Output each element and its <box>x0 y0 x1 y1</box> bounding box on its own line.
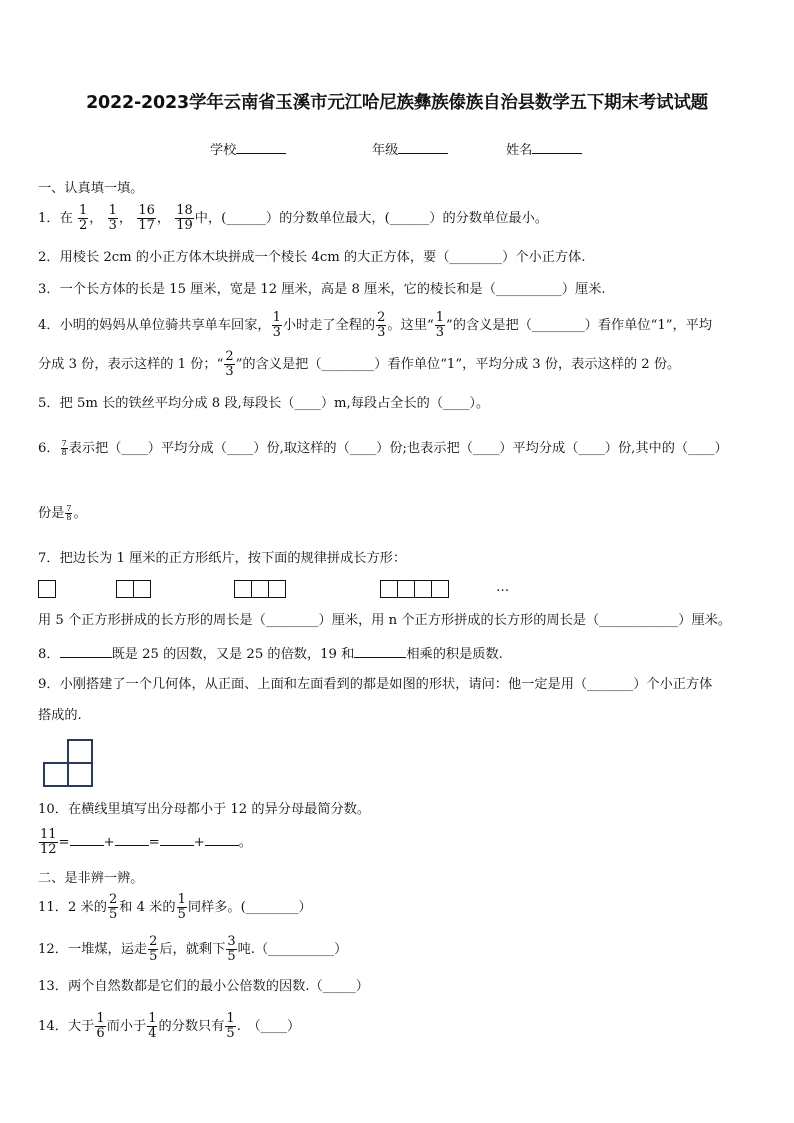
fraction: $\frac{1}{5}$ <box>226 1011 235 1041</box>
question-2: 2．用棱长 2cm 的小正方体木块拼成一个棱长 4cm 的大正方体，要（________）个小正方体. <box>38 250 586 265</box>
square <box>431 580 449 598</box>
question-11: 11．2 米的 $\frac{2}{5}$ 和 4 米的 $\frac{1}{5}$ 同样多。(________） <box>38 892 312 922</box>
fraction: $\frac{2}{5}$ <box>149 934 158 964</box>
answer-blank[interactable] <box>205 833 239 846</box>
square <box>251 580 269 598</box>
question-9-line-1: 9．小刚搭建了一个几何体，从正面、上面和左面看到的都是如图的形状，请问：他一定是用（_______）个小正方体 <box>38 677 713 692</box>
square <box>43 762 69 787</box>
question-5: 5．把 5m 长的铁丝平均分成 8 段,每段长（____）m,每段占全长的（____）。 <box>38 396 490 411</box>
fraction: $\frac{1}{6}$ <box>96 1011 105 1041</box>
question-14: 14．大于 $\frac{1}{6}$ 而小于 $\frac{1}{4}$ 的分数只有 $\frac{1}{5}$ . （____） <box>38 1011 301 1041</box>
answer-blank[interactable] <box>160 833 194 846</box>
section-1-heading: 一、认真填一填。 <box>38 181 144 196</box>
square <box>116 580 134 598</box>
square <box>268 580 286 598</box>
question-4-line-2: 分成 3 份，表示这样的 1 份；“ $\frac{2}{3}$ ”的含义是把（________）看作单位“1”，平均分成 3 份，表示这样的 2 份。 <box>38 349 681 379</box>
grade-label: 年级 <box>372 143 399 158</box>
page-title: 2022-2023学年云南省玉溪市元江哈尼族彝族傣族自治县数学五下期末考试试题 <box>86 93 708 113</box>
fraction: $\frac{1}{3}$ <box>435 310 445 340</box>
school-field <box>210 141 286 159</box>
school-label: 学校 <box>210 143 237 158</box>
answer-blank[interactable] <box>60 645 112 658</box>
fraction: $\frac{1}{3}$ <box>108 203 117 233</box>
square <box>67 762 93 787</box>
grade-field <box>372 141 448 159</box>
fraction: $\frac{7}{8}$ <box>61 439 67 457</box>
question-4-line-1: 4．小明的妈妈从单位骑共享单车回家， $\frac{1}{3}$ 小时走了全程的 $\frac{2}{3}$ 。这里“ $\frac{1}{3}$ ”的含义是把（________）看作单位“1”，平均 <box>38 310 713 340</box>
square <box>234 580 252 598</box>
square <box>38 580 56 598</box>
question-7: 7．把边长为 1 厘米的正方形纸片，按下面的规律拼成长方形： <box>38 551 407 566</box>
fraction: $\frac{2}{3}$ <box>225 349 234 379</box>
answer-blank[interactable] <box>70 833 104 846</box>
fraction: $\frac{1}{2}$ <box>78 203 88 233</box>
question-13: 13．两个自然数都是它们的最小公倍数的因数.（_____） <box>38 979 369 994</box>
fraction: $\frac{1}{4}$ <box>148 1011 157 1041</box>
name-label: 姓名 <box>506 143 533 158</box>
fraction: $\frac{11}{12}$ <box>40 827 57 857</box>
square <box>133 580 151 598</box>
name-field <box>506 141 582 159</box>
square <box>67 739 93 764</box>
fraction: $\frac{18}{19}$ <box>176 203 193 233</box>
fraction: $\frac{1}{5}$ <box>177 892 186 922</box>
square <box>414 580 432 598</box>
ellipsis: … <box>496 580 510 595</box>
question-9-line-2: 搭成的. <box>38 708 82 723</box>
question-10-equation: $\frac{11}{12}$ = + = + 。 <box>40 827 252 857</box>
question-10: 10．在横线里填写出分母都小于 12 的异分母最简分数。 <box>38 802 371 817</box>
fraction: $\frac{3}{5}$ <box>227 934 236 964</box>
grade-blank[interactable] <box>398 141 448 154</box>
question-6-line-2: 份是 $\frac{7}{8}$ 。 <box>38 504 87 522</box>
question-1: 1．在 $\frac{1}{2}$ ， $\frac{1}{3}$ ， $\frac{16}{17}$ ， $\frac{18}{19}$ 中，(______）的分数单位最大，(______）的分数单位最小。 <box>38 203 548 233</box>
fraction: $\frac{2}{3}$ <box>377 310 386 340</box>
fraction: $\frac{16}{17}$ <box>138 203 155 233</box>
fraction: $\frac{7}{8}$ <box>66 504 72 522</box>
school-blank[interactable] <box>236 141 286 154</box>
question-8: 8． 既是 25 的因数，又是 25 的倍数，19 和 相乘的积是质数. <box>38 647 503 662</box>
fraction: $\frac{2}{5}$ <box>108 892 118 922</box>
square <box>397 580 415 598</box>
question-3: 3．一个长方体的长是 15 厘米，宽是 12 厘米，高是 8 厘米，它的棱长和是（__________）厘米. <box>38 282 606 297</box>
question-12: 12．一堆煤，运走 $\frac{2}{5}$ 后，就剩下 $\frac{3}{5}$ 吨.（__________） <box>38 934 348 964</box>
question-7-answer: 用 5 个正方形拼成的长方形的周长是（________）厘米，用 n 个正方形拼成的长方形的周长是（____________）厘米。 <box>38 613 732 628</box>
fraction: $\frac{1}{3}$ <box>272 310 281 340</box>
square <box>380 580 398 598</box>
section-2-heading: 二、是非辨一辨。 <box>38 871 144 886</box>
name-blank[interactable] <box>532 141 582 154</box>
answer-blank[interactable] <box>115 833 149 846</box>
question-6-line-1: 6． $\frac{7}{8}$ 表示把（____）平均分成（____）份,取这样的（____）份;也表示把（____）平均分成（____）份,其中的（____） <box>38 439 728 457</box>
answer-blank[interactable] <box>354 645 406 658</box>
